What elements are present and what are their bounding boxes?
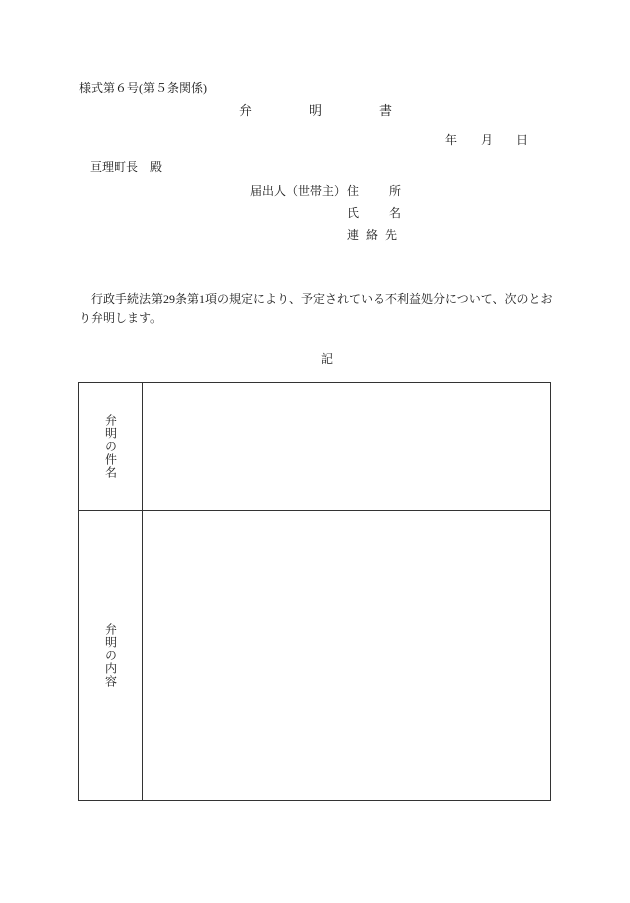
addressee: 亘理町長 殿 [90,160,163,174]
content-label-cell [79,511,143,800]
address-label: 住所 [347,184,432,198]
ki-heading: 記 [321,352,334,366]
subject-value-cell [143,383,550,510]
form-number: 様式第６号(第５条関係) [79,81,207,95]
date-month-label: 月 [481,133,494,147]
applicant-label: 届出人（世帯主） [249,184,346,198]
date-day-label: 日 [516,133,529,147]
title-char: 弁 [239,103,253,118]
subject-label: 弁明の件名 [103,414,118,479]
date-year-label: 年 [445,133,458,147]
statement-paragraph: 行政手続法第29条第1項の規定により、予定されている不利益処分について、次のとおり弁明します。 [79,292,553,325]
content-value-cell [143,511,550,800]
content-label: 弁明の内容 [103,623,118,688]
title-char: 書 [379,103,393,118]
table-row-content [79,511,550,800]
table-row-subject [79,383,550,511]
explanation-table [78,382,551,801]
contact-label: 連絡先 [347,228,405,242]
name-label: 氏名 [347,206,432,220]
title-char: 明 [309,103,323,118]
subject-label-cell [79,383,143,510]
